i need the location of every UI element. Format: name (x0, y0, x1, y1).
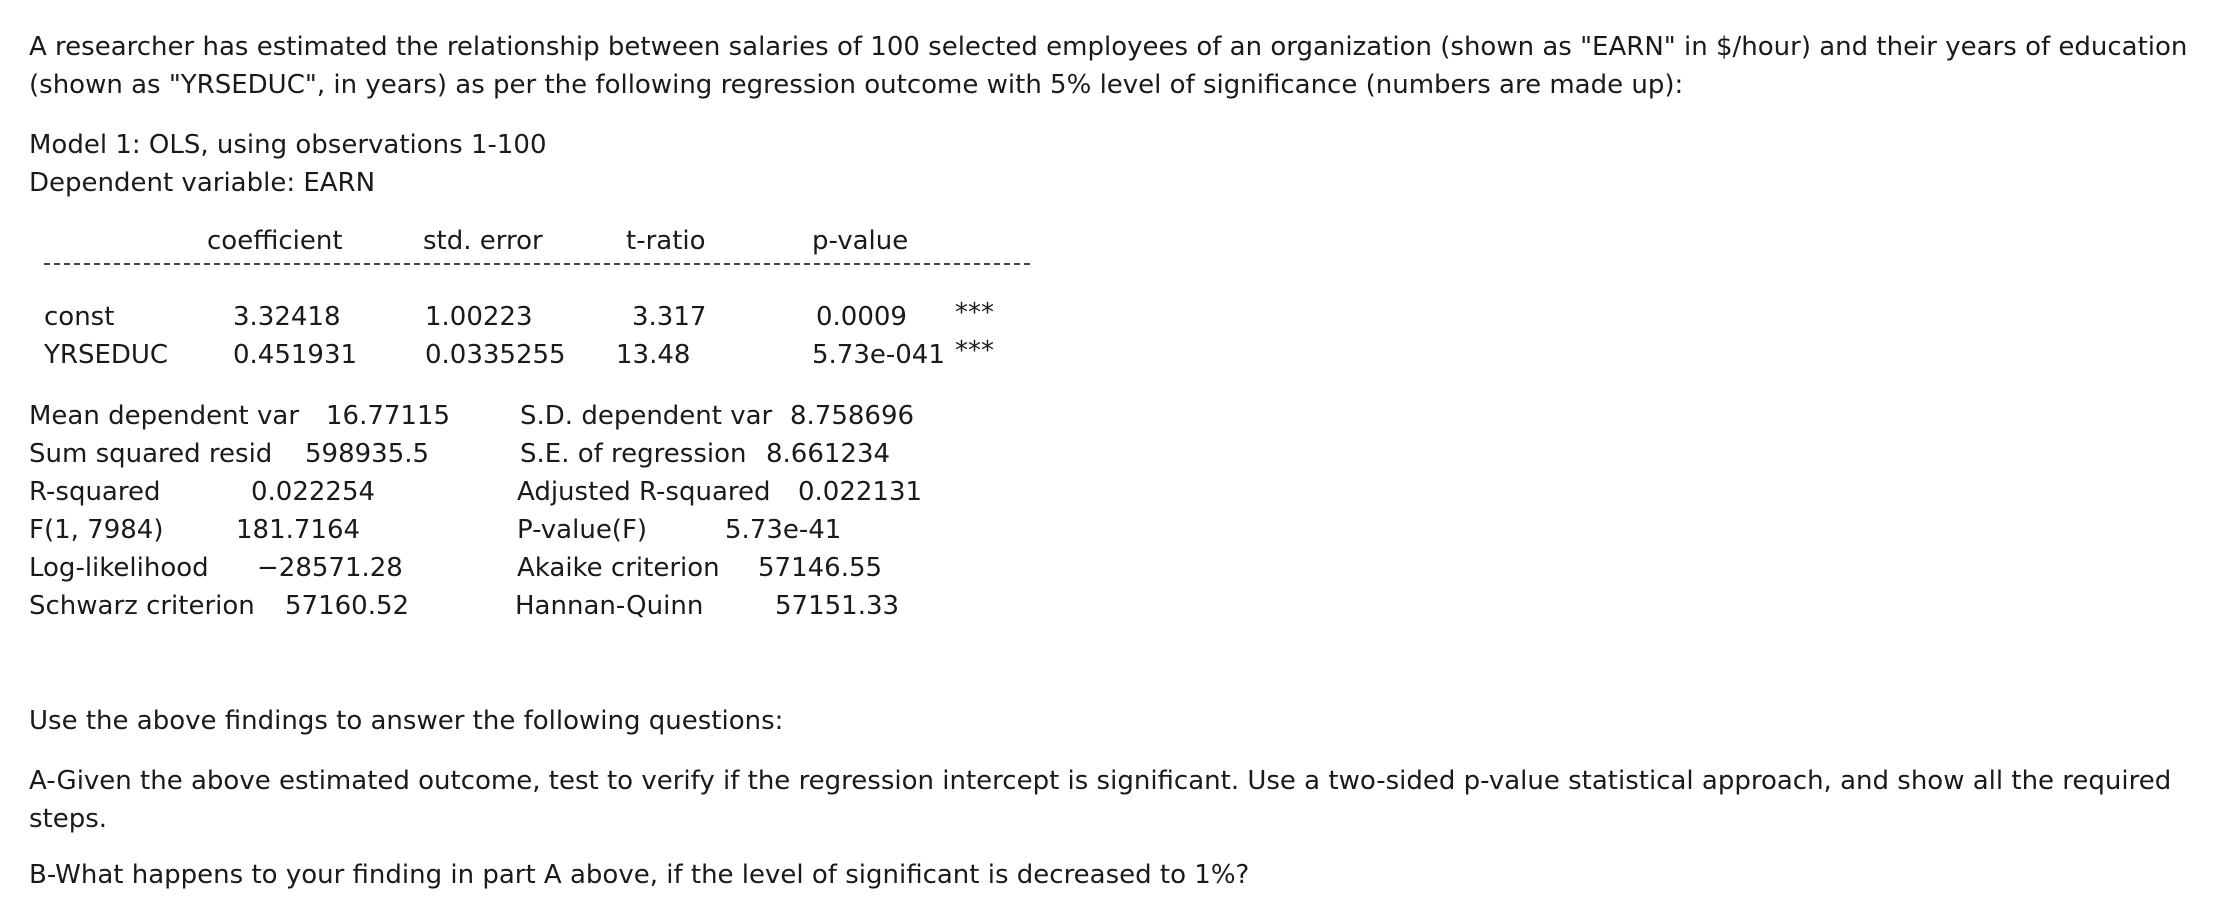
row-std-error: 0.0335255 (425, 340, 566, 370)
stat-value: 5.73e-41 (725, 515, 842, 545)
stat-label: Adjusted R-squared (517, 477, 771, 507)
row-p-value: 5.73e-041 (812, 340, 945, 370)
header-std-error: std. error (423, 226, 543, 256)
stat-label: F(1, 7984) (29, 515, 164, 545)
stat-label: P-value(F) (517, 515, 648, 545)
stat-value: −28571.28 (257, 553, 403, 583)
intro-line-2: (shown as "YRSEDUC", in years) as per the following regression outcome with 5% level of significance (numbers are made up): (29, 70, 1684, 100)
stat-label: S.E. of regression (520, 439, 747, 469)
row-t-ratio: 3.317 (632, 302, 707, 332)
row-t-ratio: 13.48 (616, 340, 691, 370)
intro-line-1: A researcher has estimated the relationship between salaries of 100 selected employees of an organization (shown as "EARN" in $/hour) and their years of education (29, 32, 2188, 62)
dependent-variable: Dependent variable: EARN (29, 168, 376, 198)
stat-label: Log-likelihood (29, 553, 209, 583)
row-coefficient: 0.451931 (233, 340, 358, 370)
stat-value: 598935.5 (305, 439, 430, 469)
stat-value: 8.758696 (790, 401, 915, 431)
stat-value: 8.661234 (766, 439, 891, 469)
model-title: Model 1: OLS, using observations 1-100 (29, 130, 547, 160)
stat-value: 57160.52 (285, 591, 410, 621)
stat-value: 16.77115 (326, 401, 451, 431)
row-name: YRSEDUC (44, 340, 169, 370)
row-significance-stars: *** (955, 298, 994, 328)
stat-label: Hannan-Quinn (515, 591, 704, 621)
questions-intro: Use the above findings to answer the following questions: (29, 706, 784, 736)
stat-label: Schwarz criterion (29, 591, 255, 621)
table-divider (44, 263, 1030, 265)
question-a-line-1: A-Given the above estimated outcome, test to verify if the regression intercept is significant. Use a two-sided p-value statistical approach, and show all the required (29, 766, 2172, 796)
header-t-ratio: t-ratio (626, 226, 706, 256)
stat-value: 0.022254 (251, 477, 376, 507)
stat-value: 0.022131 (798, 477, 923, 507)
stat-label: S.D. dependent var (520, 401, 773, 431)
stat-value: 57146.55 (758, 553, 883, 583)
row-coefficient: 3.32418 (233, 302, 341, 332)
stat-value: 181.7164 (236, 515, 361, 545)
stat-label: R-squared (29, 477, 161, 507)
header-p-value: p-value (812, 226, 909, 256)
row-std-error: 1.00223 (425, 302, 533, 332)
stat-value: 57151.33 (775, 591, 900, 621)
stat-label: Akaike criterion (517, 553, 720, 583)
question-a-line-2: steps. (29, 804, 108, 834)
question-b: B-What happens to your finding in part A above, if the level of significant is decreased to 1%? (29, 860, 1250, 890)
header-coefficient: coefficient (207, 226, 343, 256)
row-name: const (44, 302, 115, 332)
row-significance-stars: *** (955, 336, 994, 366)
stat-label: Mean dependent var (29, 401, 300, 431)
stat-label: Sum squared resid (29, 439, 273, 469)
row-p-value: 0.0009 (816, 302, 907, 332)
